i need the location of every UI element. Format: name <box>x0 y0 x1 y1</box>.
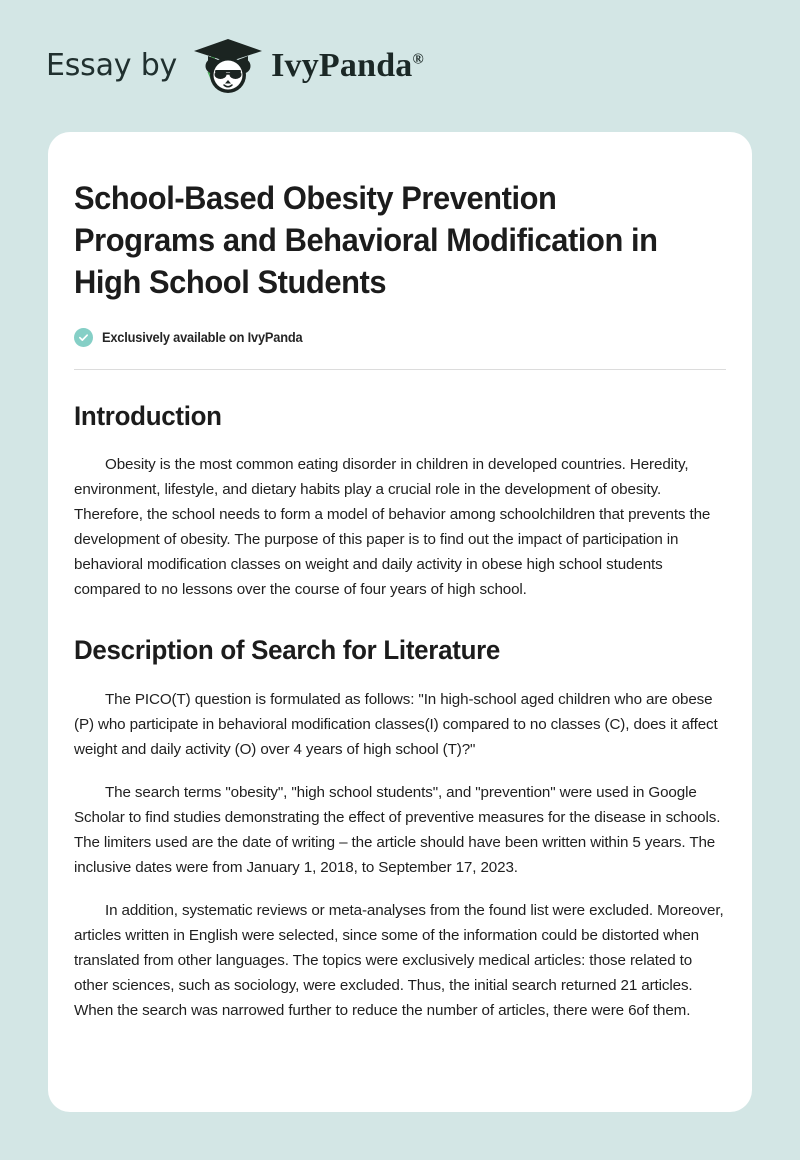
brand-header <box>0 0 800 132</box>
exclusivity-badge-label: Exclusively available on IvyPanda <box>102 329 303 345</box>
paragraph: The search terms "obesity", "high school students", and "prevention" were used in Google Scholar to find studies demonstrating the effect of preventive measures for the disease in schools. The limiters used are the date of writing – the article should have been written within 5 years. The inclusive dates were from January 1, 2018, to September 17, 2023. <box>74 783 721 876</box>
section-introduction <box>74 400 726 602</box>
wordmark-text: IvyPanda <box>271 47 413 84</box>
ivypanda-graduate-panda-logo <box>191 35 265 97</box>
section-heading-description-of-search-for-literature: Description of Search for Literature <box>74 635 501 666</box>
essay-paper-card <box>48 132 752 1112</box>
ivypanda-wordmark <box>271 49 424 83</box>
registered-trademark-mark: ® <box>412 51 424 68</box>
section-description-of-search-for-literature <box>74 634 726 1022</box>
title-divider <box>74 369 726 370</box>
paragraph: Obesity is the most common eating disorder in children in developed countries. Heredity, environment, lifestyle, and dietary habits play a crucial role in the development of obesity. Therefore, the school needs to form a model of behavior among schoolchildren that prevents the development of obesity. The purpose of this paper is to find out the impact of participation in behavioral modification classes on weight and daily activity in obese high school students compared to no lessons over the course of four years of high school. <box>74 456 711 599</box>
check-circle-icon <box>74 328 93 347</box>
paragraph: In addition, systematic reviews or meta-analyses from the found list were excluded. Moreover, articles written in English were selected, since some of the information could be distorted when translated from other languages. The topics were exclusively medical articles: those related to other sciences, such as sociology, were excluded. Thus, the initial search returned 21 articles. When the search was narrowed further to reduce the number of articles, there were 6of them. <box>74 901 724 1019</box>
paragraph: The PICO(T) question is formulated as follows: "In high-school aged children who are obese (P) who participate in behavioral modification classes(I) compared to no classes (C), does it affect weight and daily activity (O) over 4 years of high school (T)?" <box>74 690 718 758</box>
exclusivity-badge <box>74 328 726 347</box>
page-title: School-Based Obesity Prevention Programs and Behavioral Modification in High School Students <box>74 180 658 300</box>
essay-by-label: Essay by <box>46 48 178 83</box>
section-heading-introduction: Introduction <box>74 400 222 431</box>
